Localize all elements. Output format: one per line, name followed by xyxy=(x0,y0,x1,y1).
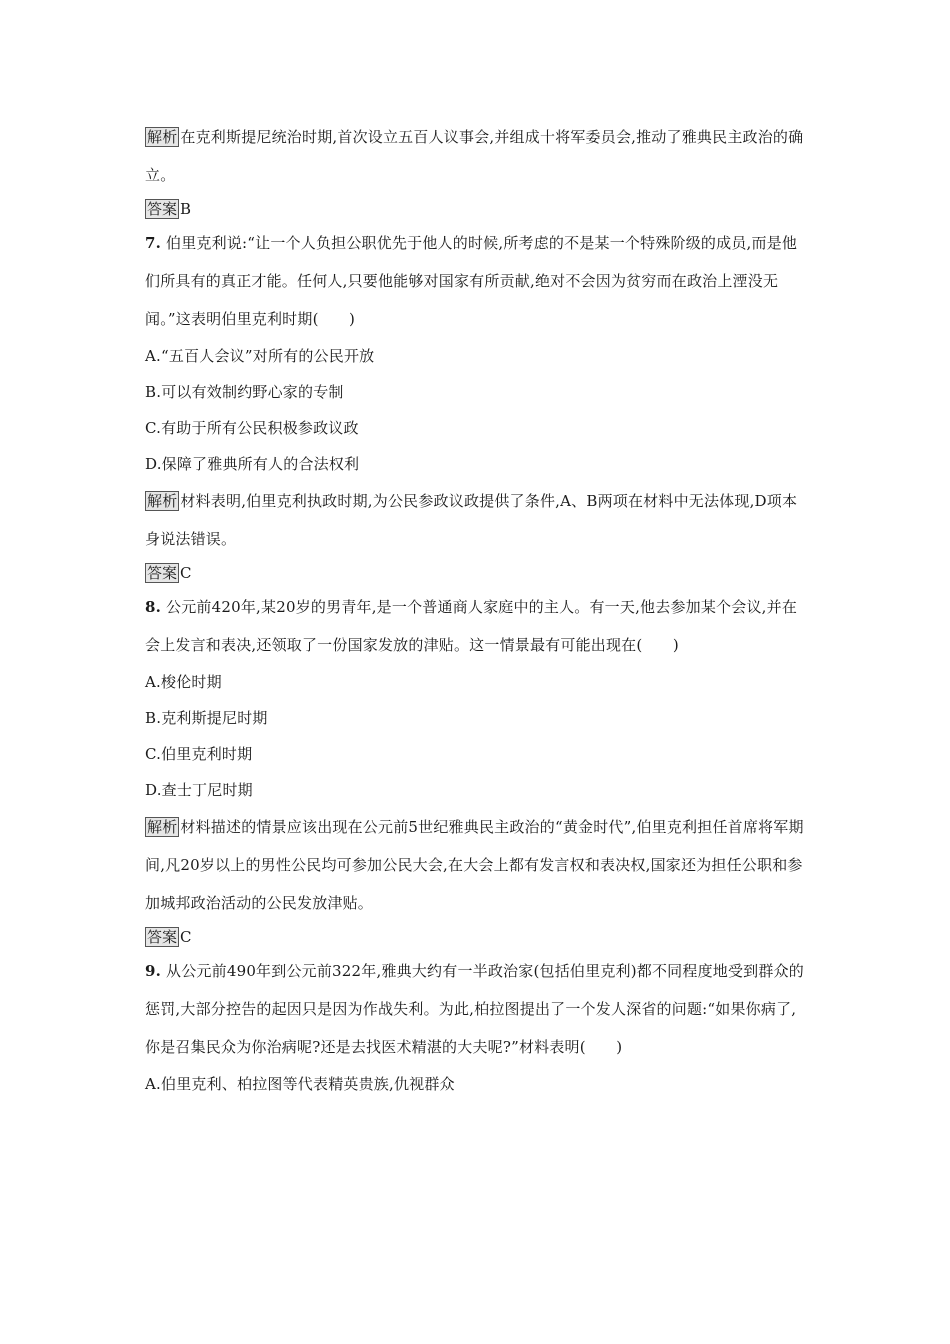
question-9 xyxy=(145,952,810,1066)
answer-tag: 答案 xyxy=(147,564,178,582)
analysis-text: 在克利斯提尼统治时期,首次设立五百人议事会,并组成十将军委员会,推动了雅典民主政治的确立。 xyxy=(145,128,804,184)
option-a: A.“五百人会议”对所有的公民开放 xyxy=(145,347,375,365)
q6-analysis xyxy=(145,118,810,194)
answer-tag: 答案 xyxy=(147,200,178,218)
option-b: B.可以有效制约野心家的专制 xyxy=(145,383,344,401)
answer-text: C xyxy=(180,564,192,582)
q6-answer xyxy=(145,194,810,224)
option-d: D.查士丁尼时期 xyxy=(145,781,253,799)
question-number: 7. xyxy=(145,234,162,252)
analysis-text: 材料描述的情景应该出现在公元前5世纪雅典民主政治的“黄金时代”,伯里克利担任首席将军期间,凡20岁以上的男性公民均可参加公民大会,在大会上都有发言权和表决权,国家还为担任公职和参加城邦政治活动的公民发放津贴。 xyxy=(145,818,804,912)
question-number: 9. xyxy=(145,962,162,980)
option-c: C.有助于所有公民积极参政议政 xyxy=(145,419,359,437)
question-number: 8. xyxy=(145,598,162,616)
q7-answer xyxy=(145,558,810,588)
analysis-text: 材料表明,伯里克利执政时期,为公民参政议政提供了条件,A、B两项在材料中无法体现,D项本身说法错误。 xyxy=(145,492,798,548)
question-stem: 伯里克利说:“让一个人负担公职优先于他人的时候,所考虑的不是某一个特殊阶级的成员,而是他们所具有的真正才能。任何人,只要他能够对国家有所贡献,绝对不会因为贫穷而在政治上湮没无闻。”这表明伯里克利时期( ) xyxy=(145,234,798,328)
answer-text: C xyxy=(180,928,192,946)
answer-text: B xyxy=(180,200,192,218)
document-page xyxy=(145,118,810,1102)
option-a: A.伯里克利、柏拉图等代表精英贵族,仇视群众 xyxy=(145,1075,455,1093)
option-a: A.梭伦时期 xyxy=(145,673,222,691)
option-d: D.保障了雅典所有人的合法权利 xyxy=(145,455,360,473)
analysis-tag: 解析 xyxy=(147,492,178,510)
question-stem: 从公元前490年到公元前322年,雅典大约有一半政治家(包括伯里克利)都不同程度地受到群众的惩罚,大部分控告的起因只是因为作战失利。为此,柏拉图提出了一个发人深省的问题:“如果你病了,你是召集民众为你治病呢?还是去找医术精湛的大夫呢?”材料表明( ) xyxy=(145,962,804,1056)
question-8 xyxy=(145,588,810,664)
question-stem: 公元前420年,某20岁的男青年,是一个普通商人家庭中的主人。有一天,他去参加某个会议,并在会上发言和表决,还领取了一份国家发放的津贴。这一情景最有可能出现在( ) xyxy=(145,598,798,654)
analysis-tag: 解析 xyxy=(147,818,178,836)
option-b: B.克利斯提尼时期 xyxy=(145,709,268,727)
q8-analysis xyxy=(145,808,810,922)
q7-analysis xyxy=(145,482,810,558)
option-c: C.伯里克利时期 xyxy=(145,745,253,763)
answer-tag: 答案 xyxy=(147,928,178,946)
question-7 xyxy=(145,224,810,338)
analysis-tag: 解析 xyxy=(147,128,178,146)
q8-answer xyxy=(145,922,810,952)
